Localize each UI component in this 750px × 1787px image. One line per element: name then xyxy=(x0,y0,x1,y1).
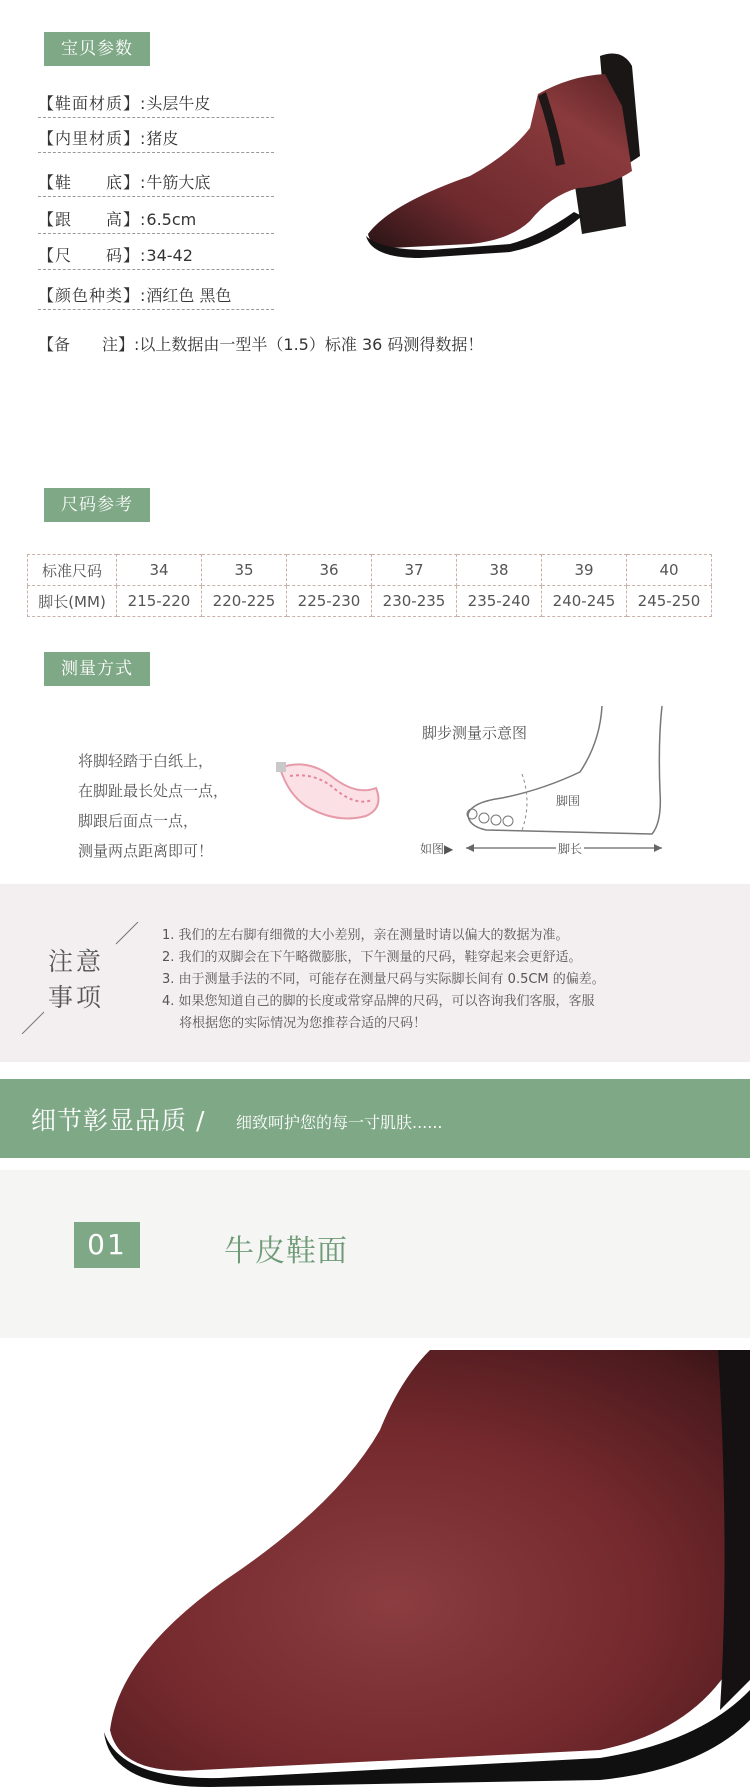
length-row xyxy=(28,586,712,617)
label-girth: 脚围 xyxy=(556,794,581,808)
notice-line: 2. 我们的双脚会在下午略微膨胀，下午测量的尺码，鞋穿起来会更舒适。 xyxy=(162,950,582,965)
measure-step: 测量两点距离即可！ xyxy=(78,842,214,860)
param-row-size xyxy=(38,243,274,270)
length-cell: 220-225 xyxy=(202,586,287,617)
note-label: 【备 注】: xyxy=(38,335,140,354)
label-figure: 如图▶ xyxy=(420,842,454,856)
param-row-heel xyxy=(38,207,274,234)
param-label: 【鞋 底】: xyxy=(38,173,147,192)
foot-diagram xyxy=(462,702,672,862)
param-value: 牛筋大底 xyxy=(146,173,211,192)
banner-subtitle: 细致呵护您的每一寸肌肤...... xyxy=(236,1113,443,1132)
measure-step: 将脚轻踏于白纸上， xyxy=(78,752,214,770)
notice-line: 3. 由于测量手法的不同，可能存在测量尺码与实际脚长间有 0.5CM 的偏差。 xyxy=(162,972,605,987)
size-cell: 39 xyxy=(542,555,627,586)
param-value: 6.5cm xyxy=(146,210,197,229)
diagram-title: 脚步测量示意图 xyxy=(422,724,528,742)
shoe-closeup-image xyxy=(0,1350,750,1787)
section-title: 牛皮鞋面 xyxy=(224,1234,348,1269)
param-row-upper xyxy=(38,91,274,118)
length-cell: 240-245 xyxy=(542,586,627,617)
label-length: 脚长 xyxy=(558,842,583,856)
measure-step: 在脚趾最长处点一点， xyxy=(78,782,229,800)
notice-line: 4. 如果您知道自己的脚的长度或常穿品牌的尺码，可以咨询我们客服，客服 xyxy=(162,994,595,1009)
param-value: 酒红色 黑色 xyxy=(146,286,232,305)
size-cell: 40 xyxy=(627,555,712,586)
param-label: 【跟 高】: xyxy=(38,210,147,229)
notice-title-1: 注意 xyxy=(48,947,105,976)
param-row-sole xyxy=(38,170,274,197)
param-note xyxy=(38,332,483,355)
param-label: 【鞋面材质】: xyxy=(38,94,147,113)
note-value: 以上数据由一型半（1.5）标准 36 码测得数据！ xyxy=(139,335,484,354)
tape-measure-icon xyxy=(276,758,386,828)
shoe-product-image xyxy=(360,36,660,276)
length-cell: 230-235 xyxy=(372,586,457,617)
size-cell: 38 xyxy=(457,555,542,586)
params-tag: 宝贝参数 xyxy=(44,32,150,66)
section-number: 01 xyxy=(74,1222,140,1268)
measure-tag: 测量方式 xyxy=(44,652,150,686)
param-value: 猪皮 xyxy=(146,129,179,148)
size-cell: 35 xyxy=(202,555,287,586)
param-label: 【内里材质】: xyxy=(38,129,147,148)
banner-title: 细节彰显品质 / xyxy=(31,1106,206,1135)
size-cell: 34 xyxy=(117,555,202,586)
notice-panel xyxy=(0,884,750,1062)
param-row-color xyxy=(38,283,274,310)
measure-step: 脚跟后面点一点， xyxy=(78,812,199,830)
section-01-header xyxy=(0,1170,750,1338)
size-cell: 37 xyxy=(372,555,457,586)
quality-banner xyxy=(0,1079,750,1158)
length-header-label: 脚长(MM) xyxy=(28,586,117,617)
param-value: 头层牛皮 xyxy=(146,94,211,113)
param-value: 34-42 xyxy=(146,246,193,265)
param-label: 【颜色种类】: xyxy=(38,286,147,305)
size-table xyxy=(27,554,712,617)
notice-line: 1. 我们的左右脚有细微的大小差别，亲在测量时请以偏大的数据为准。 xyxy=(162,928,569,943)
notice-title-2: 事项 xyxy=(48,983,105,1012)
size-ref-tag: 尺码参考 xyxy=(44,488,150,522)
param-row-lining xyxy=(38,126,274,153)
length-cell: 225-230 xyxy=(287,586,372,617)
length-cell: 245-250 xyxy=(627,586,712,617)
length-cell: 235-240 xyxy=(457,586,542,617)
param-label: 【尺 码】: xyxy=(38,246,147,265)
size-row xyxy=(28,555,712,586)
notice-line: 将根据您的实际情况为您推荐合适的尺码！ xyxy=(162,1016,427,1031)
size-header-label: 标准尺码 xyxy=(28,555,117,586)
length-cell: 215-220 xyxy=(117,586,202,617)
size-cell: 36 xyxy=(287,555,372,586)
